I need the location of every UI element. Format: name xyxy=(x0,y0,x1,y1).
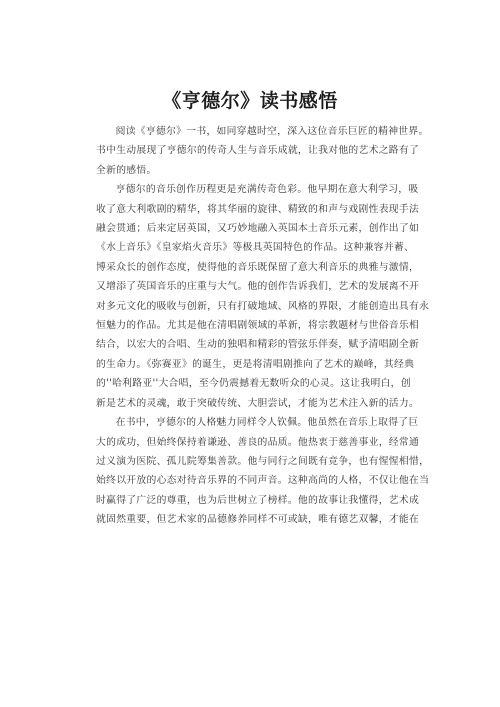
paragraph-line: 过义演为医院、孤儿院筹集善款。他与同行之间既有竞争，也有惺惺相惜， xyxy=(96,455,430,467)
paragraph-line: 恒魅力的作品。尤其是他在清唱剧领域的革新，将宗教题材与世俗音乐相 xyxy=(96,320,420,332)
paragraph-line: 新是艺术的灵魂，敢于突破传统、大胆尝试，才能为艺术注入新的活力。 xyxy=(96,397,420,409)
paragraph-line: 的''哈利路亚''大合唱，至今仍震撼着无数听众的心灵。这让我明白，创 xyxy=(96,378,411,390)
paragraph-line: 书中生动展现了亨德尔的传奇人生与音乐成就，让我对他的艺术之路有了 xyxy=(96,145,420,157)
paragraph-line: 在书中，亨德尔的人格魅力同样令人钦佩。他虽然在音乐上取得了巨 xyxy=(115,417,419,429)
paragraph-line: 大的成功，但始终保持着谦逊、善良的品质。他热衷于慈善事业，经常通 xyxy=(96,436,420,448)
paragraph-line: 阅读《亨德尔》一书，如同穿越时空，深入这位音乐巨匠的精神世界。 xyxy=(115,126,429,137)
paragraph-line: 又增添了英国音乐的庄重与大气。他的创作告诉我们，艺术的发展离不开 xyxy=(96,281,420,293)
paragraph-line: 就固然重要，但艺术家的品德修养同样不可或缺，唯有德艺双馨，才能在 xyxy=(96,514,420,526)
paragraph-line: 始终以开放的心态对待音乐界的不同声音。这种高尚的人格，不仅让他在当 xyxy=(96,475,430,487)
paragraph-line: 融会贯通；后来定居英国，又巧妙地融入英国本土音乐元素，创作出了如 xyxy=(96,223,420,235)
document-title: 《亨德尔》读书感悟 xyxy=(162,90,338,112)
paragraph-3 xyxy=(96,413,430,529)
paragraph-line: 博采众长的创作态度，使得他的音乐既保留了意大利音乐的典雅与激情， xyxy=(96,261,420,273)
paragraph-2 xyxy=(96,180,430,413)
document-body xyxy=(96,122,430,530)
paragraph-1 xyxy=(96,122,429,180)
paragraph-line: 对多元文化的吸收与创新，只有打破地域、风格的界限，才能创造出具有永 xyxy=(96,300,430,312)
paragraph-line: 《水上音乐》《皇家焰火音乐》等极具英国特色的作品。这种兼容并蓄、 xyxy=(96,242,415,254)
paragraph-line: 亨德尔的音乐创作历程更是充满传奇色彩。他早期在意大利学习，吸 xyxy=(115,184,419,196)
paragraph-line: 结合，以宏大的合唱、生动的独唱和精彩的管弦乐伴奏，赋予清唱剧全新 xyxy=(96,339,420,351)
paragraph-line: 收了意大利歌剧的精华，将其华丽的旋律、精致的和声与戏剧性表现手法 xyxy=(96,203,420,215)
paragraph-line: 全新的感悟。 xyxy=(96,164,157,176)
paragraph-line: 的生命力。《弥赛亚》的诞生，更是将清唱剧推向了艺术的巅峰，其经典 xyxy=(96,358,415,370)
paragraph-line: 时赢得了广泛的尊重，也为后世树立了榜样。他的故事让我懂得，艺术成 xyxy=(96,494,420,506)
